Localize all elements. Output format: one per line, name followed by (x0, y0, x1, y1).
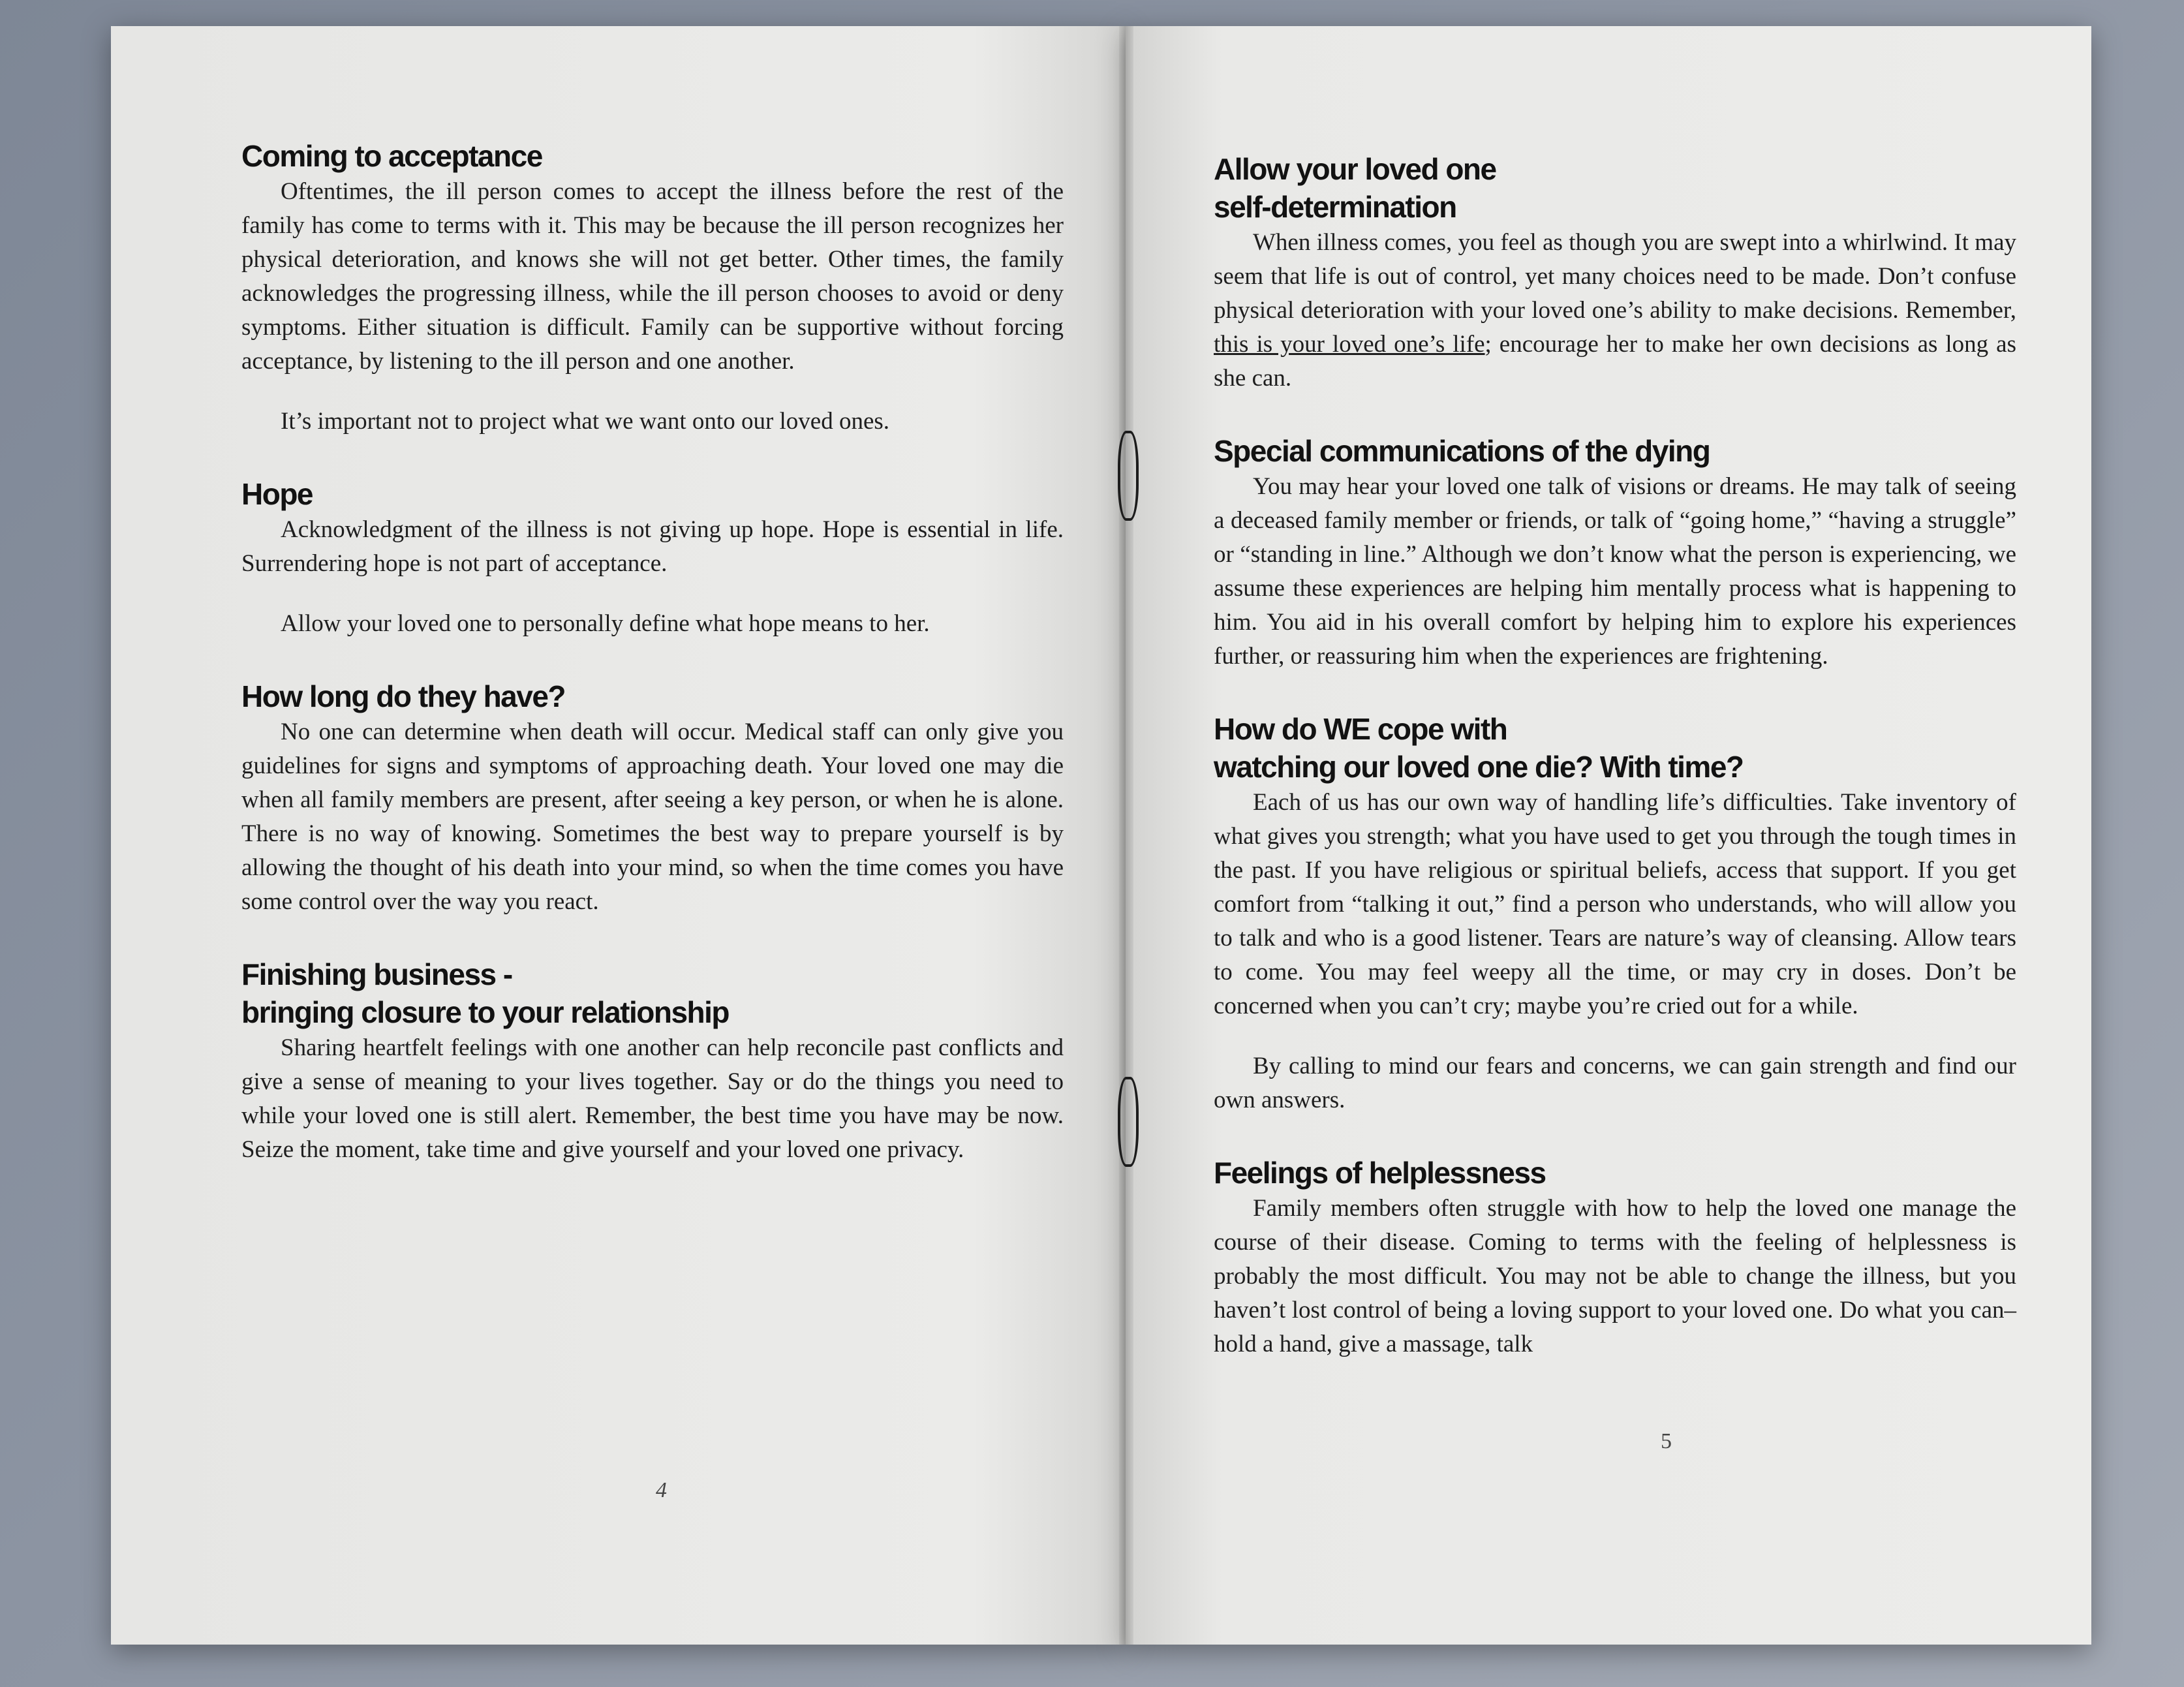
section-heading: self-determination (1214, 190, 1456, 224)
section-paragraph: Family members often struggle with how to help the loved one manage the course of their disease. Coming to terms with the feeling of helplessness is probably the most difficult. You may not be able to change the illness, but you haven’t lost control of being a loving support to your loved one. Do what you can–hold a hand, give a massage, talk (1214, 1195, 2016, 1357)
section-paragraph: Allow your loved one to personally define what hope means to her. (281, 610, 930, 637)
section-paragraph: You may hear your loved one talk of visions or dreams. He may talk of seeing a deceased family member or friends, or talk of “going home,” “having a struggle” or “standing in line.” Although we don’t know what the person is experiencing, we assume these experiences are helping him mentally process what is happening to him. You aid in his overall comfort by helping him to explore his experiences further, or reassuring him when the experiences are frightening. (1214, 473, 2016, 670)
section-heading: Finishing business - (241, 957, 512, 991)
section-paragraph: By calling to mind our fears and concerns, we can gain strength and find our own answers. (1214, 1053, 2016, 1113)
section-heading: How do WE cope with (1214, 712, 1507, 746)
left-page-content (241, 137, 1064, 1167)
left-page (111, 26, 1126, 1645)
section-paragraph: Acknowledgment of the illness is not giving up hope. Hope is essential in life. Surrendering hope is not part of acceptance. (241, 516, 1064, 577)
section-paragraph: Oftentimes, the ill person comes to accept the illness before the rest of the family has come to terms with it. This may be because the ill person recognizes her physical deterioration, and knows she will not get better. Other times, the family acknowledges the progressing illness, while the ill person chooses to avoid or deny symptoms. Either situation is difficult. Family can be supportive without forcing acceptance, by listening to the ill person and one another. (241, 178, 1064, 375)
section-paragraph: Each of us has our own way of handling life’s difficulties. Take inventory of what gives you strength; what you have used to get you through the tough times in the past. If you have religious or spiritual beliefs, access that support. If you get comfort from “talking it out,” find a person who understands, who will allow you to talk and who is a good listener. Tears are nature’s way of cleansing. Allow tears to come. You may feel weepy all the time, or may cry in doses. Don’t be concerned when you can’t cry; maybe you’re cried out for a while. (1214, 789, 2016, 1019)
page-number: 5 (1661, 1429, 1672, 1453)
staple (1118, 1077, 1139, 1167)
section-paragraph: No one can determine when death will occur. Medical staff can only give you guidelines for signs and symptoms of approaching death. Your loved one may die when all family members are present, after seeing a key person, or when he is alone. There is no way of knowing. Sometimes the best way to prepare yourself is by allowing the thought of his death into your mind, so when the time comes you have some control over the way you react. (241, 719, 1064, 915)
section-paragraph (1214, 226, 2016, 395)
booklet-spread (111, 26, 2095, 1645)
paragraph-text: ; encourage her to make her own decisions as long as she can. (1214, 331, 2016, 392)
section-heading: watching our loved one die? With time? (1214, 750, 1744, 784)
binding-gutter (1119, 26, 1133, 1645)
section-heading: How long do they have? (241, 679, 566, 713)
section-paragraph: It’s important not to project what we want onto our loved ones. (281, 408, 890, 435)
section-heading: Feelings of helplessness (1214, 1156, 1546, 1190)
staple (1118, 431, 1139, 521)
right-page-content (1214, 150, 2016, 1361)
section-heading: bringing closure to your relationship (241, 995, 730, 1029)
right-page (1126, 26, 2091, 1645)
section-heading: Coming to acceptance (241, 139, 542, 173)
section-heading: Allow your loved one (1214, 152, 1496, 186)
underlined-text: this is your loved one’s life (1214, 331, 1485, 358)
page-number: 4 (656, 1478, 667, 1502)
section-heading: Hope (241, 477, 313, 511)
section-heading: Special communications of the dying (1214, 434, 1710, 468)
paragraph-text: When illness comes, you feel as though you are swept into a whirlwind. It may seem that life is out of control, yet many choices need to be made. Don’t confuse physical deterioration with your loved one’s ability to make decisions. Remember, (1214, 229, 2016, 324)
section-paragraph: Sharing heartfelt feelings with one another can help reconcile past conflicts and give a sense of meaning to your lives together. Say or do the things you need to while your loved one is still alert. Remember, the best time you have may be now. Seize the moment, take time and give yourself and your loved one privacy. (241, 1034, 1064, 1163)
